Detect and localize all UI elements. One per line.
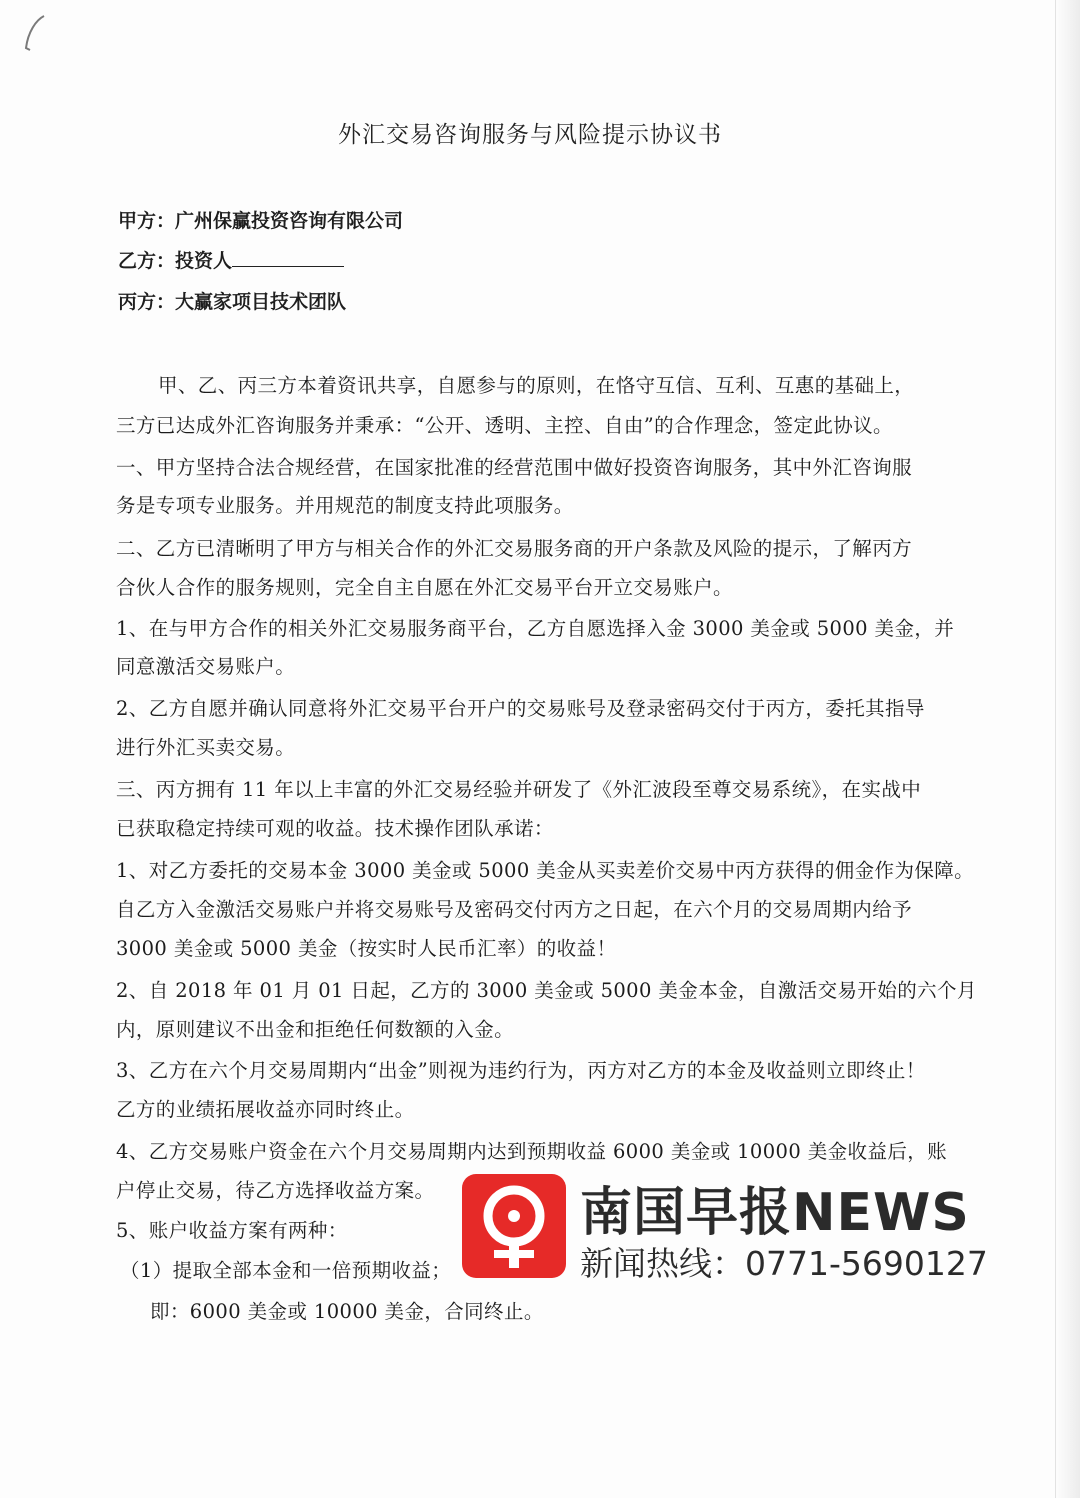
pen-mark-icon <box>14 10 54 58</box>
body-line: 内，原则建议不出金和拒绝任何数额的入金。 <box>116 1018 515 1041</box>
body-line: 三方已达成外汇咨询服务并秉承：“公开、透明、主控、自由”的合作理念，签定此协议。 <box>116 414 893 437</box>
body-line: 4、乙方交易账户资金在六个月交易周期内达到预期收益 6000 美金或 10000 美金收益后，账 <box>116 1140 948 1163</box>
body-line: 合伙人合作的服务规则，完全自主自愿在外汇交易平台开立交易账户。 <box>116 576 733 599</box>
body-line: 户停止交易，待乙方选择收益方案。 <box>116 1179 435 1202</box>
party-b-label: 乙方：投资人 <box>118 250 233 272</box>
party-a: 甲方：广州保赢投资咨询有限公司 <box>118 210 404 232</box>
party-b-blank-line <box>232 248 344 267</box>
party-b <box>118 246 344 273</box>
body-line: 1、对乙方委托的交易本金 3000 美金或 5000 美金从买卖差价交易中丙方获得的佣金作为保障。 <box>116 859 975 882</box>
body-line: 甲、乙、丙三方本着资讯共享，自愿参与的原则，在恪守互信、互利、互惠的基础上， <box>158 374 915 397</box>
document-title: 外汇交易咨询服务与风险提示协议书 <box>338 122 722 148</box>
body-line: 2、乙方自愿并确认同意将外汇交易平台开户的交易账号及登录密码交付于丙方，委托其指导 <box>116 697 925 720</box>
news-watermark <box>462 1170 1022 1282</box>
page-edge-shadow <box>1055 0 1080 1498</box>
nanguo-zaobao-logo-icon <box>462 1174 566 1278</box>
body-line: 3、乙方在六个月交易周期内“出金”则视为违约行为，丙方对乙方的本金及收益则立即终止！ <box>116 1059 926 1082</box>
body-line: 5、账户收益方案有两种： <box>116 1219 348 1242</box>
body-line: 已获取稳定持续可观的收益。技术操作团队承诺： <box>116 817 554 840</box>
body-line: 即：6000 美金或 10000 美金，合同终止。 <box>150 1300 544 1323</box>
body-line: 同意激活交易账户。 <box>116 655 296 678</box>
watermark-hotline: 新闻热线：0771-5690127 <box>580 1244 988 1283</box>
body-line: 一、甲方坚持合法合规经营，在国家批准的经营范围中做好投资咨询服务，其中外汇咨询服 <box>116 456 913 479</box>
body-line: 3000 美金或 5000 美金（按实时人民币汇率）的收益！ <box>116 937 617 960</box>
body-line: 务是专项专业服务。并用规范的制度支持此项服务。 <box>116 494 574 517</box>
body-line: 1、在与甲方合作的相关外汇交易服务商平台，乙方自愿选择入金 3000 美金或 5000 美金，并 <box>116 617 955 640</box>
body-line: 进行外汇买卖交易。 <box>116 736 296 759</box>
body-line: 自乙方入金激活交易账户并将交易账号及密码交付丙方之日起，在六个月的交易周期内给予 <box>116 898 913 921</box>
body-line: 2、自 2018 年 01 月 01 日起，乙方的 3000 美金或 5000 美金本金，自激活交易开始的六个月 <box>116 979 977 1002</box>
body-line: 乙方的业绩拓展收益亦同时终止。 <box>116 1098 415 1121</box>
body-line: 三、丙方拥有 11 年以上丰富的外汇交易经验并研发了《外汇波段至尊交易系统》，在实战中 <box>116 778 922 801</box>
party-c: 丙方：大赢家项目技术团队 <box>118 291 347 313</box>
body-line: （1）提取全部本金和一倍预期收益； <box>120 1259 452 1282</box>
watermark-name: 南国早报NEWS <box>580 1183 970 1243</box>
body-line: 二、乙方已清晰明了甲方与相关合作的外汇交易服务商的开户条款及风险的提示，了解丙方 <box>116 537 913 560</box>
